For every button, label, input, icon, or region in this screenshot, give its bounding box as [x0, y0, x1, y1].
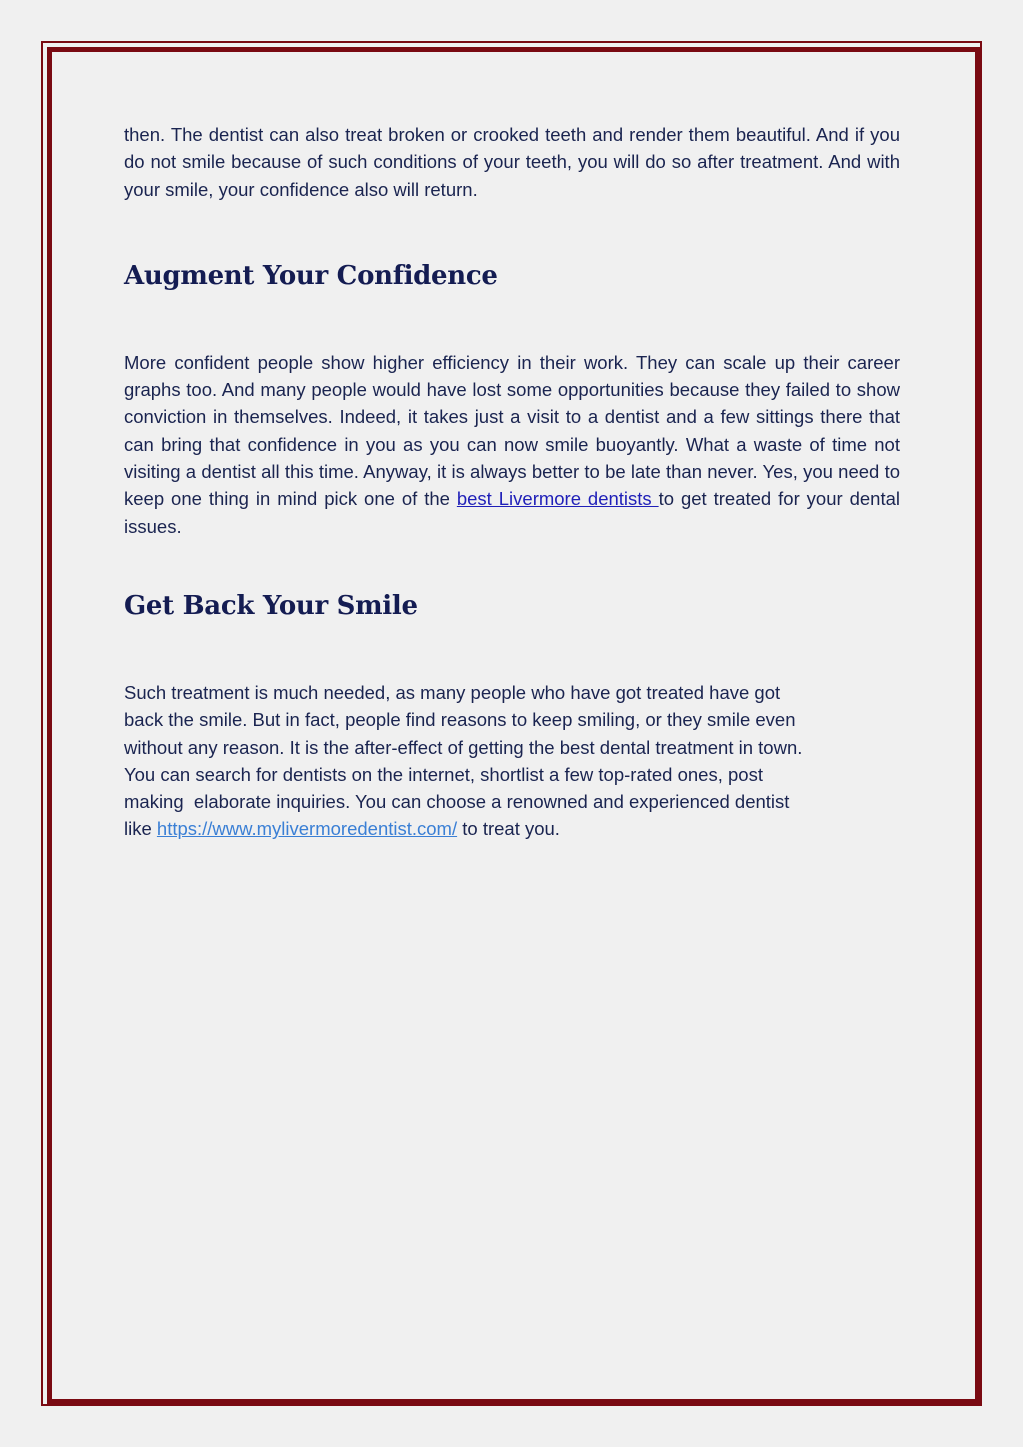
smile-line-6-prefix: like	[124, 818, 157, 840]
intro-paragraph: then. The dentist can also treat broken or crooked teeth and render them beautiful. And if you do not smile because of such conditions of your teeth, you will do so after treatment. And with your smile, your confidence also will return.	[124, 124, 900, 200]
confidence-text-after-link: to get treated for your dental issues.	[124, 488, 900, 537]
heading-augment-your-confidence: Augment Your Confidence	[124, 260, 498, 291]
confidence-paragraph	[124, 349, 900, 540]
heading-get-back-your-smile: Get Back Your Smile	[124, 590, 418, 621]
best-livermore-dentists-link[interactable]: best Livermore dentists	[456, 488, 659, 510]
smile-line-1: Such treatment is much needed, as many people who have got treated have got	[124, 681, 781, 703]
page-content	[124, 121, 900, 843]
smile-line-4: You can search for dentists on the internet, shortlist a few top-rated ones, post	[124, 763, 763, 785]
smile-paragraph	[124, 679, 900, 843]
smile-line-2: back the smile. But in fact, people find reasons to keep smiling, or they smile even	[124, 709, 796, 731]
smile-line-6-suffix: to treat you.	[457, 818, 560, 840]
mylivermoredentist-url-link[interactable]: https://www.mylivermoredentist.com/	[156, 818, 458, 840]
confidence-text-before-link: More confident people show higher efficiency in their work. They can scale up their career graphs too. And many people would have lost some opportunities because they failed to show conviction in themselves. Indeed, it takes just a visit to a dentist and a few sittings there that can bring that confidence in you as you can now smile buoyantly. What a waste of time not visiting a dentist all this time. Anyway, it is always better to be late than never. Yes, you need to keep one thing in mind pick one of the	[124, 351, 900, 510]
smile-line-3: without any reason. It is the after-effect of getting the best dental treatment in town.	[124, 736, 803, 758]
smile-line-5: making elaborate inquiries. You can choose a renowned and experienced dentist	[124, 791, 790, 813]
